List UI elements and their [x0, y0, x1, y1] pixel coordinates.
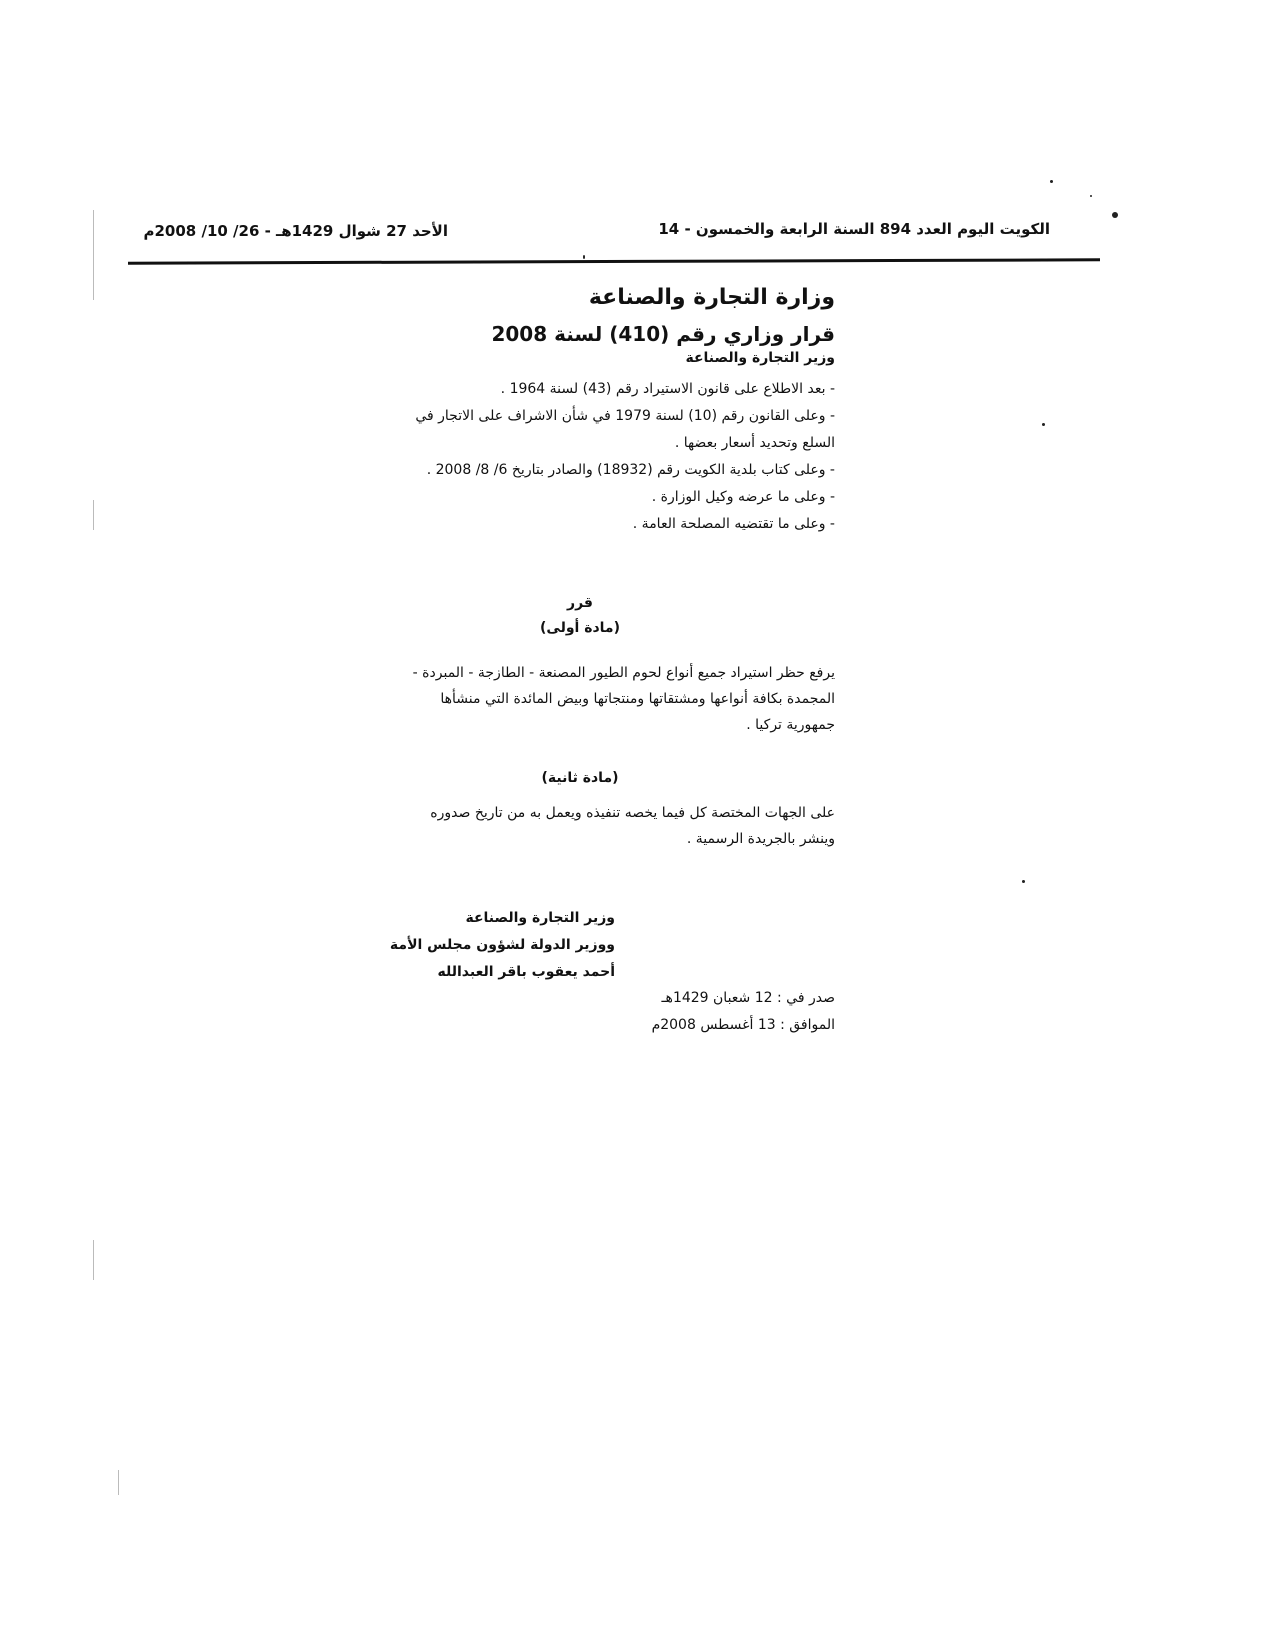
decided-heading: قرر — [567, 595, 593, 611]
signature-name: أحمد يعقوب باقر العبدالله — [437, 964, 615, 980]
article1-heading: (مادة أولى) — [540, 620, 620, 636]
issuer-line: وزير التجارة والصناعة — [685, 350, 835, 366]
gazette-header-issue: الكويت اليوم العدد 894 السنة الرابعة والخمسون - 14 — [658, 220, 1050, 238]
scan-margin-mark — [118, 1470, 119, 1495]
signature-title-1: وزير التجارة والصناعة — [465, 910, 615, 926]
scan-speck — [1042, 423, 1045, 426]
header-date-line: الأحد 27 شوال 1429هـ - 26/ 10/ 2008م — [143, 222, 448, 240]
recital-item: - وعلى القانون رقم (10) لسنة 1979 في شأن الاشراف على الاتجار في السلع وتحديد أسعار بعضها . — [415, 408, 835, 451]
article2-heading: (مادة ثانية) — [541, 770, 619, 786]
scan-margin-mark — [93, 210, 94, 300]
recital-item: - وعلى ما عرضه وكيل الوزارة . — [651, 489, 835, 505]
recital-item: - بعد الاطلاع على قانون الاستيراد رقم (43) لسنة 1964 . — [500, 381, 835, 397]
signature-block — [355, 905, 615, 986]
ministry-title: وزارة التجارة والصناعة — [588, 285, 835, 310]
header-divider — [128, 258, 1100, 264]
issue-dates — [535, 985, 835, 1039]
issued-hijri: صدر في : 12 شعبان 1429هـ — [661, 990, 835, 1006]
article2-text: على الجهات المختصة كل فيما يخصه تنفيذه ويعمل به من تاريخ صدوره وينشر بالجريدة الرسمية . — [430, 805, 835, 847]
scan-speck — [1022, 880, 1025, 883]
scan-speck — [1112, 212, 1118, 218]
recital-item: - وعلى كتاب بلدية الكويت رقم (18932) والصادر بتاريخ 6/ 8/ 2008 . — [426, 462, 835, 478]
scan-margin-mark — [93, 1240, 94, 1280]
scan-margin-mark — [93, 500, 94, 530]
signature-title-2: ووزير الدولة لشؤون مجلس الأمة — [389, 937, 615, 953]
scan-speck — [583, 255, 585, 259]
scan-speck — [1090, 195, 1092, 197]
gazette-header-date — [128, 222, 448, 240]
decree-title: قرار وزاري رقم (410) لسنة 2008 — [491, 322, 835, 346]
article1-text: يرفع حظر استيراد جميع أنواع لحوم الطيور المصنعة - الطازجة - المبردة - المجمدة بكافة أنواعها ومشتقاتها ومنتجاتها وبيض المائدة التي منشأها جمهورية تركيا . — [412, 665, 835, 733]
scan-speck — [1050, 180, 1053, 183]
issued-gregorian: الموافق : 13 أغسطس 2008م — [651, 1017, 835, 1033]
recital-item: - وعلى ما تقتضيه المصلحة العامة . — [632, 516, 835, 532]
recitals — [395, 376, 835, 538]
